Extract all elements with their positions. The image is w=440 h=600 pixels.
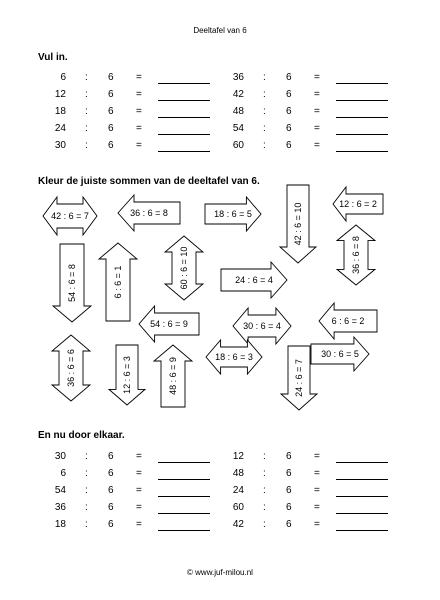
door-elkaar-operator: : [263,468,266,479]
footer-credit: © www.juf-milou.nl [187,568,253,577]
arrow-sum-label: 6 : 6 = 2 [331,316,365,326]
vul-in-dividend: 12 [54,89,66,100]
door-elkaar-answer-line[interactable] [158,479,210,480]
door-elkaar-equals: = [136,468,142,479]
vul-in-dividend: 42 [232,89,244,100]
arrow-sum-label: 60 : 6 = 10 [179,246,189,290]
arrow-sum-label: 36 : 6 = 8 [130,208,168,218]
door-elkaar-operator: : [263,502,266,513]
arrow-sum-label: 48 : 6 = 9 [168,357,178,395]
door-elkaar-divisor: 6 [286,502,292,513]
door-elkaar-equals: = [314,451,320,462]
door-elkaar-operator: : [85,519,88,530]
door-elkaar-divisor: 6 [108,502,114,513]
vul-in-equals: = [136,72,142,83]
door-elkaar-dividend: 18 [54,519,66,530]
vul-in-divisor: 6 [286,140,292,151]
door-elkaar-operator: : [85,451,88,462]
vul-in-divisor: 6 [108,72,114,83]
vul-in-operator: : [263,140,266,151]
door-elkaar-operator: : [263,519,266,530]
arrow-sum-label: 30 : 6 = 5 [321,349,359,359]
section-heading-door-elkaar: En nu door elkaar. [38,430,125,441]
vul-in-operator: : [263,72,266,83]
door-elkaar-divisor: 6 [286,451,292,462]
arrow-sum-label: 54 : 6 = 8 [67,264,77,302]
vul-in-operator: : [85,89,88,100]
vul-in-divisor: 6 [108,123,114,134]
arrow-sum-label: 18 : 6 = 3 [215,352,253,362]
door-elkaar-answer-line[interactable] [336,530,388,531]
section-heading-kleur: Kleur de juiste sommen van de deeltafel van 6. [38,176,260,187]
vul-in-equals: = [136,89,142,100]
vul-in-operator: : [85,123,88,134]
vul-in-equals: = [136,106,142,117]
door-elkaar-dividend: 48 [232,468,244,479]
arrow-sum-label: 36 : 6 = 6 [66,349,76,387]
arrow-sum-label: 12 : 6 = 2 [339,199,377,209]
door-elkaar-answer-line[interactable] [336,479,388,480]
door-elkaar-dividend: 6 [60,468,66,479]
door-elkaar-equals: = [136,502,142,513]
door-elkaar-dividend: 60 [232,502,244,513]
vul-in-divisor: 6 [286,106,292,117]
door-elkaar-answer-line[interactable] [158,513,210,514]
vul-in-equals: = [136,140,142,151]
arrow-sum-label: 42 : 6 = 7 [51,211,89,221]
vul-in-equals: = [314,106,320,117]
door-elkaar-divisor: 6 [286,519,292,530]
arrow-sum-label: 6 : 6 = 1 [113,265,123,299]
door-elkaar-operator: : [85,468,88,479]
page-title: Deeltafel van 6 [193,26,247,35]
door-elkaar-operator: : [263,451,266,462]
vul-in-dividend: 24 [54,123,66,134]
vul-in-divisor: 6 [286,89,292,100]
vul-in-operator: : [263,89,266,100]
arrow-sum-label: 54 : 6 = 9 [150,319,188,329]
vul-in-divisor: 6 [286,123,292,134]
vul-in-dividend: 18 [54,106,66,117]
vul-in-dividend: 30 [54,140,66,151]
door-elkaar-answer-line[interactable] [336,462,388,463]
section-heading-vul-in: Vul in. [38,52,68,63]
vul-in-divisor: 6 [108,89,114,100]
door-elkaar-answer-line[interactable] [158,462,210,463]
vul-in-equals: = [314,72,320,83]
door-elkaar-dividend: 24 [232,485,244,496]
vul-in-dividend: 48 [232,106,244,117]
arrow-sum-label: 30 : 6 = 4 [243,321,281,331]
arrow-sum-label: 24 : 6 = 4 [235,275,273,285]
vul-in-equals: = [314,140,320,151]
vul-in-operator: : [263,123,266,134]
door-elkaar-equals: = [314,502,320,513]
door-elkaar-divisor: 6 [108,451,114,462]
door-elkaar-divisor: 6 [286,485,292,496]
door-elkaar-divisor: 6 [286,468,292,479]
door-elkaar-dividend: 36 [54,502,66,513]
door-elkaar-answer-line[interactable] [336,496,388,497]
door-elkaar-dividend: 54 [54,485,66,496]
door-elkaar-answer-line[interactable] [158,530,210,531]
door-elkaar-equals: = [314,519,320,530]
vul-in-operator: : [263,106,266,117]
vul-in-operator: : [85,72,88,83]
door-elkaar-divisor: 6 [108,519,114,530]
door-elkaar-divisor: 6 [108,485,114,496]
door-elkaar-operator: : [85,502,88,513]
vul-in-operator: : [85,140,88,151]
door-elkaar-dividend: 30 [54,451,66,462]
vul-in-divisor: 6 [108,140,114,151]
door-elkaar-answer-line[interactable] [336,513,388,514]
door-elkaar-equals: = [314,485,320,496]
vul-in-dividend: 54 [232,123,244,134]
vul-in-equals: = [136,123,142,134]
arrow-sum-label: 24 : 6 = 7 [294,359,304,397]
vul-in-dividend: 36 [232,72,244,83]
arrow-sum-label: 12 : 6 = 3 [122,356,132,394]
vul-in-divisor: 6 [108,106,114,117]
door-elkaar-equals: = [314,468,320,479]
door-elkaar-operator: : [85,485,88,496]
vul-in-equals: = [314,123,320,134]
arrow-sum-label: 36 : 6 = 8 [351,236,361,274]
vul-in-equals: = [314,89,320,100]
vul-in-dividend: 60 [232,140,244,151]
vul-in-divisor: 6 [286,72,292,83]
door-elkaar-equals: = [136,485,142,496]
vul-in-operator: : [85,106,88,117]
arrow-sum-label: 18 : 6 = 5 [214,209,252,219]
door-elkaar-dividend: 42 [232,519,244,530]
vul-in-dividend: 6 [60,72,66,83]
door-elkaar-equals: = [136,451,142,462]
door-elkaar-equals: = [136,519,142,530]
door-elkaar-dividend: 12 [232,451,244,462]
door-elkaar-operator: : [263,485,266,496]
door-elkaar-answer-line[interactable] [158,496,210,497]
arrow-sum-label: 42 : 6 = 10 [293,202,303,246]
door-elkaar-divisor: 6 [108,468,114,479]
